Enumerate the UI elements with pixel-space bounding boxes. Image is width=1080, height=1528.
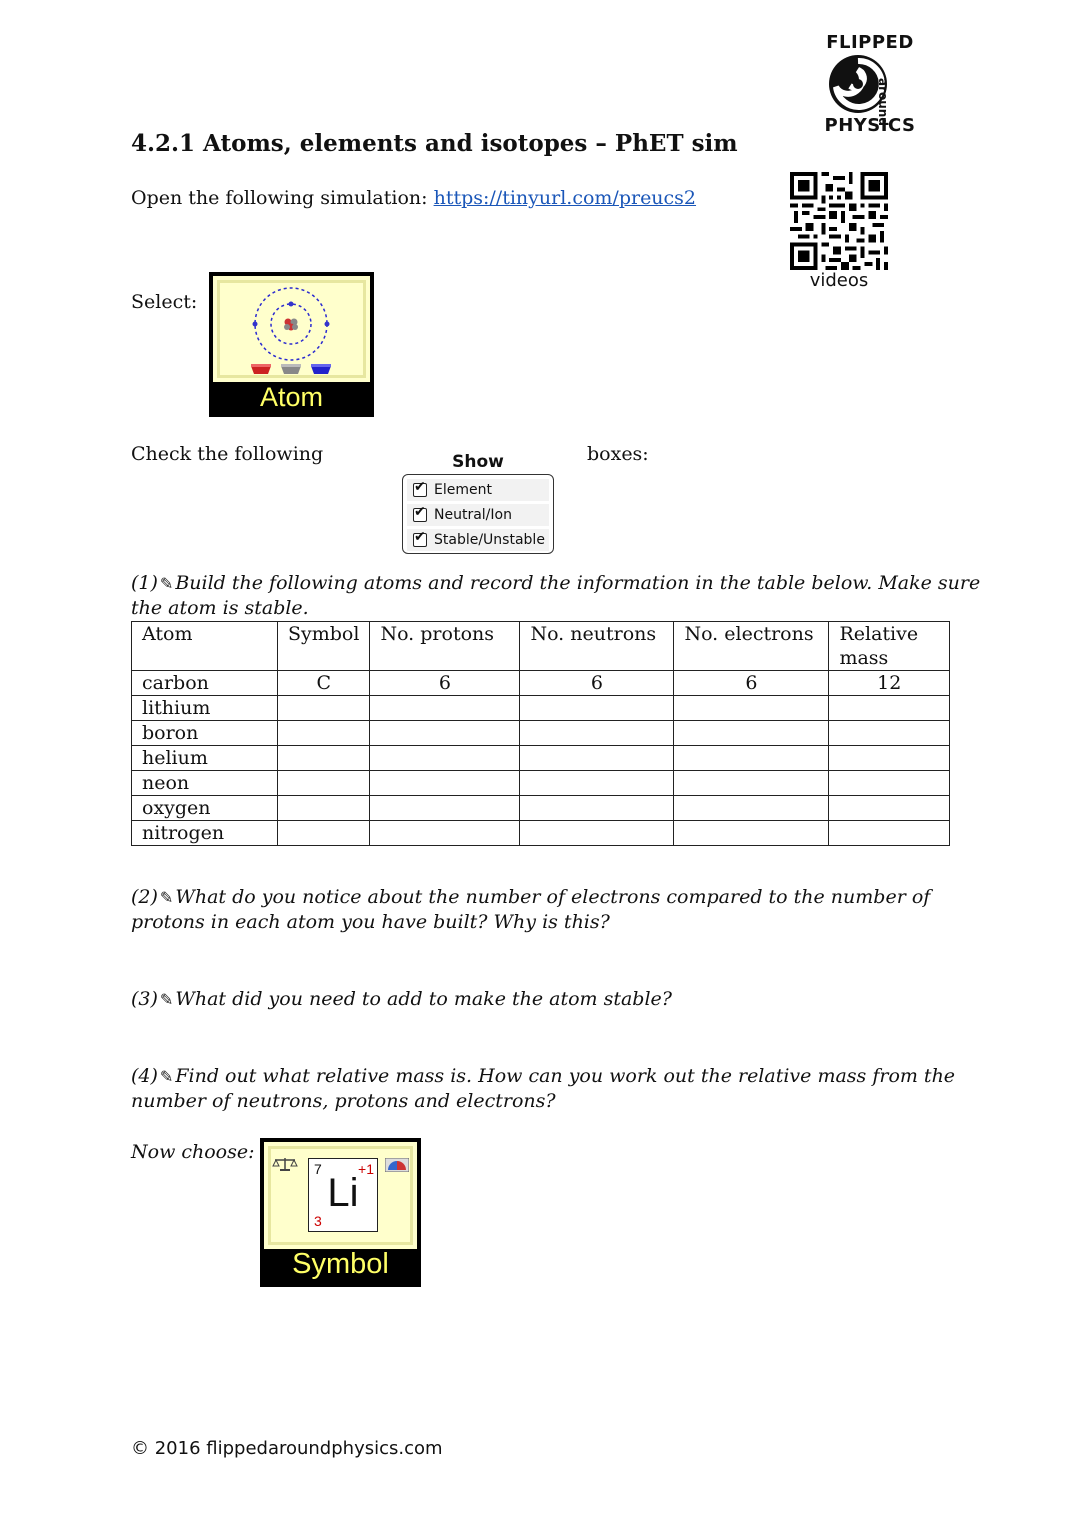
charge-meter-icon	[385, 1158, 409, 1172]
show-panel	[402, 474, 554, 554]
neutrons-cell[interactable]	[520, 721, 674, 746]
neutrons-cell[interactable]	[520, 746, 674, 771]
symbol-cell[interactable]	[278, 696, 370, 721]
neutrons-cell[interactable]	[520, 821, 674, 846]
atom-cell: neon	[132, 771, 278, 796]
balance-scale-icon	[272, 1156, 298, 1172]
q1-text-2: the atom is stable.	[131, 597, 309, 619]
mass-number: 7	[314, 1161, 322, 1177]
element-symbol: Li	[327, 1171, 359, 1215]
pencil-icon: ✎	[159, 888, 174, 907]
question-3	[131, 988, 672, 1010]
show-neutral-ion-label: Neutral/Ion	[434, 507, 512, 523]
table-row	[132, 821, 950, 846]
ion-charge: +1	[358, 1161, 374, 1177]
pencil-icon: ✎	[159, 990, 174, 1009]
table-row	[132, 696, 950, 721]
mass-cell[interactable]: 12	[829, 671, 950, 696]
atom-tile-label: Atom	[259, 382, 324, 412]
q3-text: What did you need to add to make the atom stable?	[175, 988, 672, 1010]
question-1	[131, 571, 980, 621]
q4-text-2: number of neutrons, protons and electrons?	[131, 1090, 556, 1112]
page-title: 4.2.1 Atoms, elements and isotopes – PhET sim	[131, 130, 738, 157]
atom-model-icon	[213, 276, 370, 382]
mass-cell[interactable]	[829, 821, 950, 846]
show-stable-unstable-label: Stable/Unstable	[434, 532, 545, 548]
protons-cell[interactable]	[370, 796, 520, 821]
neutrons-cell[interactable]: 6	[520, 671, 674, 696]
mass-cell[interactable]	[829, 796, 950, 821]
header-protons: No. protons	[370, 622, 520, 671]
question-2	[131, 885, 930, 935]
q1-text: Build the following atoms and record the information in the table below. Make sure	[175, 572, 981, 594]
header-atom: Atom	[132, 622, 278, 671]
table-row	[132, 771, 950, 796]
show-element-option[interactable]	[407, 479, 549, 501]
checkbox-checked-icon[interactable]	[413, 483, 427, 497]
element-symbol-card	[308, 1158, 378, 1232]
protons-cell[interactable]	[370, 696, 520, 721]
electrons-cell[interactable]	[674, 746, 829, 771]
neutrons-cell[interactable]	[520, 771, 674, 796]
qr-label: videos	[809, 270, 869, 291]
q4-text: Find out what relative mass is. How can you work out the relative mass from the	[175, 1065, 956, 1087]
protons-cell[interactable]	[370, 771, 520, 796]
atom-cell: nitrogen	[132, 821, 278, 846]
atoms-table	[131, 621, 950, 846]
electrons-cell[interactable]	[674, 721, 829, 746]
footer-copyright: © 2016 flippedaroundphysics.com	[131, 1438, 443, 1459]
symbol-tile-label: Symbol	[292, 1248, 389, 1280]
check-label: Check the following	[131, 443, 324, 465]
symbol-sim-tile[interactable]	[260, 1138, 421, 1287]
table-row	[132, 746, 950, 771]
protons-cell[interactable]	[370, 721, 520, 746]
protons-cell[interactable]: 6	[370, 671, 520, 696]
show-panel-title: Show	[452, 452, 504, 472]
atom-sim-tile[interactable]	[209, 272, 374, 417]
atom-cell: lithium	[132, 696, 278, 721]
q2-text: What do you notice about the number of electrons compared to the number of	[175, 886, 931, 908]
question-4	[131, 1064, 955, 1114]
pencil-icon: ✎	[159, 1067, 174, 1086]
atom-cell: carbon	[132, 671, 278, 696]
neutrons-cell[interactable]	[520, 796, 674, 821]
atom-tile-preview	[213, 276, 370, 382]
atomic-number: 3	[314, 1213, 322, 1229]
logo-bottom-text: PHYSICS	[824, 115, 916, 136]
q4-number: (4)	[131, 1065, 158, 1087]
symbol-cell[interactable]	[278, 721, 370, 746]
table-row	[132, 721, 950, 746]
intro-line	[131, 187, 696, 209]
mass-cell[interactable]	[829, 746, 950, 771]
mass-cell[interactable]	[829, 771, 950, 796]
qr-code-icon[interactable]	[790, 172, 888, 270]
table-row	[132, 671, 950, 696]
atom-cell: helium	[132, 746, 278, 771]
show-neutral-ion-option[interactable]	[407, 504, 549, 526]
header-electrons: No. electrons	[674, 622, 829, 671]
checkbox-checked-icon[interactable]	[413, 508, 427, 522]
mass-cell[interactable]	[829, 721, 950, 746]
q3-number: (3)	[131, 988, 158, 1010]
show-element-label: Element	[434, 482, 492, 498]
show-stable-unstable-option[interactable]	[407, 529, 549, 551]
select-label: Select:	[131, 291, 198, 313]
flipped-around-physics-logo	[820, 32, 920, 136]
boxes-label: boxes:	[587, 443, 649, 465]
logo-top-text: FLIPPED	[826, 32, 914, 53]
symbol-cell[interactable]	[278, 821, 370, 846]
intro-text: Open the following simulation:	[131, 187, 434, 209]
pencil-icon: ✎	[159, 574, 174, 593]
atom-cell: boron	[132, 721, 278, 746]
mass-cell[interactable]	[829, 696, 950, 721]
neutrons-cell[interactable]	[520, 696, 674, 721]
electrons-cell[interactable]	[674, 821, 829, 846]
electrons-cell[interactable]	[674, 771, 829, 796]
symbol-cell[interactable]: C	[278, 671, 370, 696]
electrons-cell[interactable]: 6	[674, 671, 829, 696]
header-relative-mass: Relative mass	[829, 622, 950, 671]
symbol-tile-preview	[264, 1142, 417, 1249]
logo-side-text: around	[876, 78, 890, 126]
q1-number: (1)	[131, 572, 158, 594]
protons-cell[interactable]	[370, 746, 520, 771]
header-neutrons: No. neutrons	[520, 622, 674, 671]
q2-text-2: protons in each atom you have built? Why is this?	[131, 911, 610, 933]
electrons-cell[interactable]	[674, 696, 829, 721]
q2-number: (2)	[131, 886, 158, 908]
table-header-row	[132, 622, 950, 671]
protons-cell[interactable]	[370, 821, 520, 846]
electrons-cell[interactable]	[674, 796, 829, 821]
atom-cell: oxygen	[132, 796, 278, 821]
symbol-cell[interactable]	[278, 796, 370, 821]
simulation-link[interactable]: https://tinyurl.com/preucs2	[433, 187, 697, 209]
symbol-cell[interactable]	[278, 746, 370, 771]
now-choose-label: Now choose:	[131, 1141, 255, 1163]
table-row	[132, 796, 950, 821]
symbol-cell[interactable]	[278, 771, 370, 796]
checkbox-checked-icon[interactable]	[413, 533, 427, 547]
header-symbol: Symbol	[278, 622, 370, 671]
